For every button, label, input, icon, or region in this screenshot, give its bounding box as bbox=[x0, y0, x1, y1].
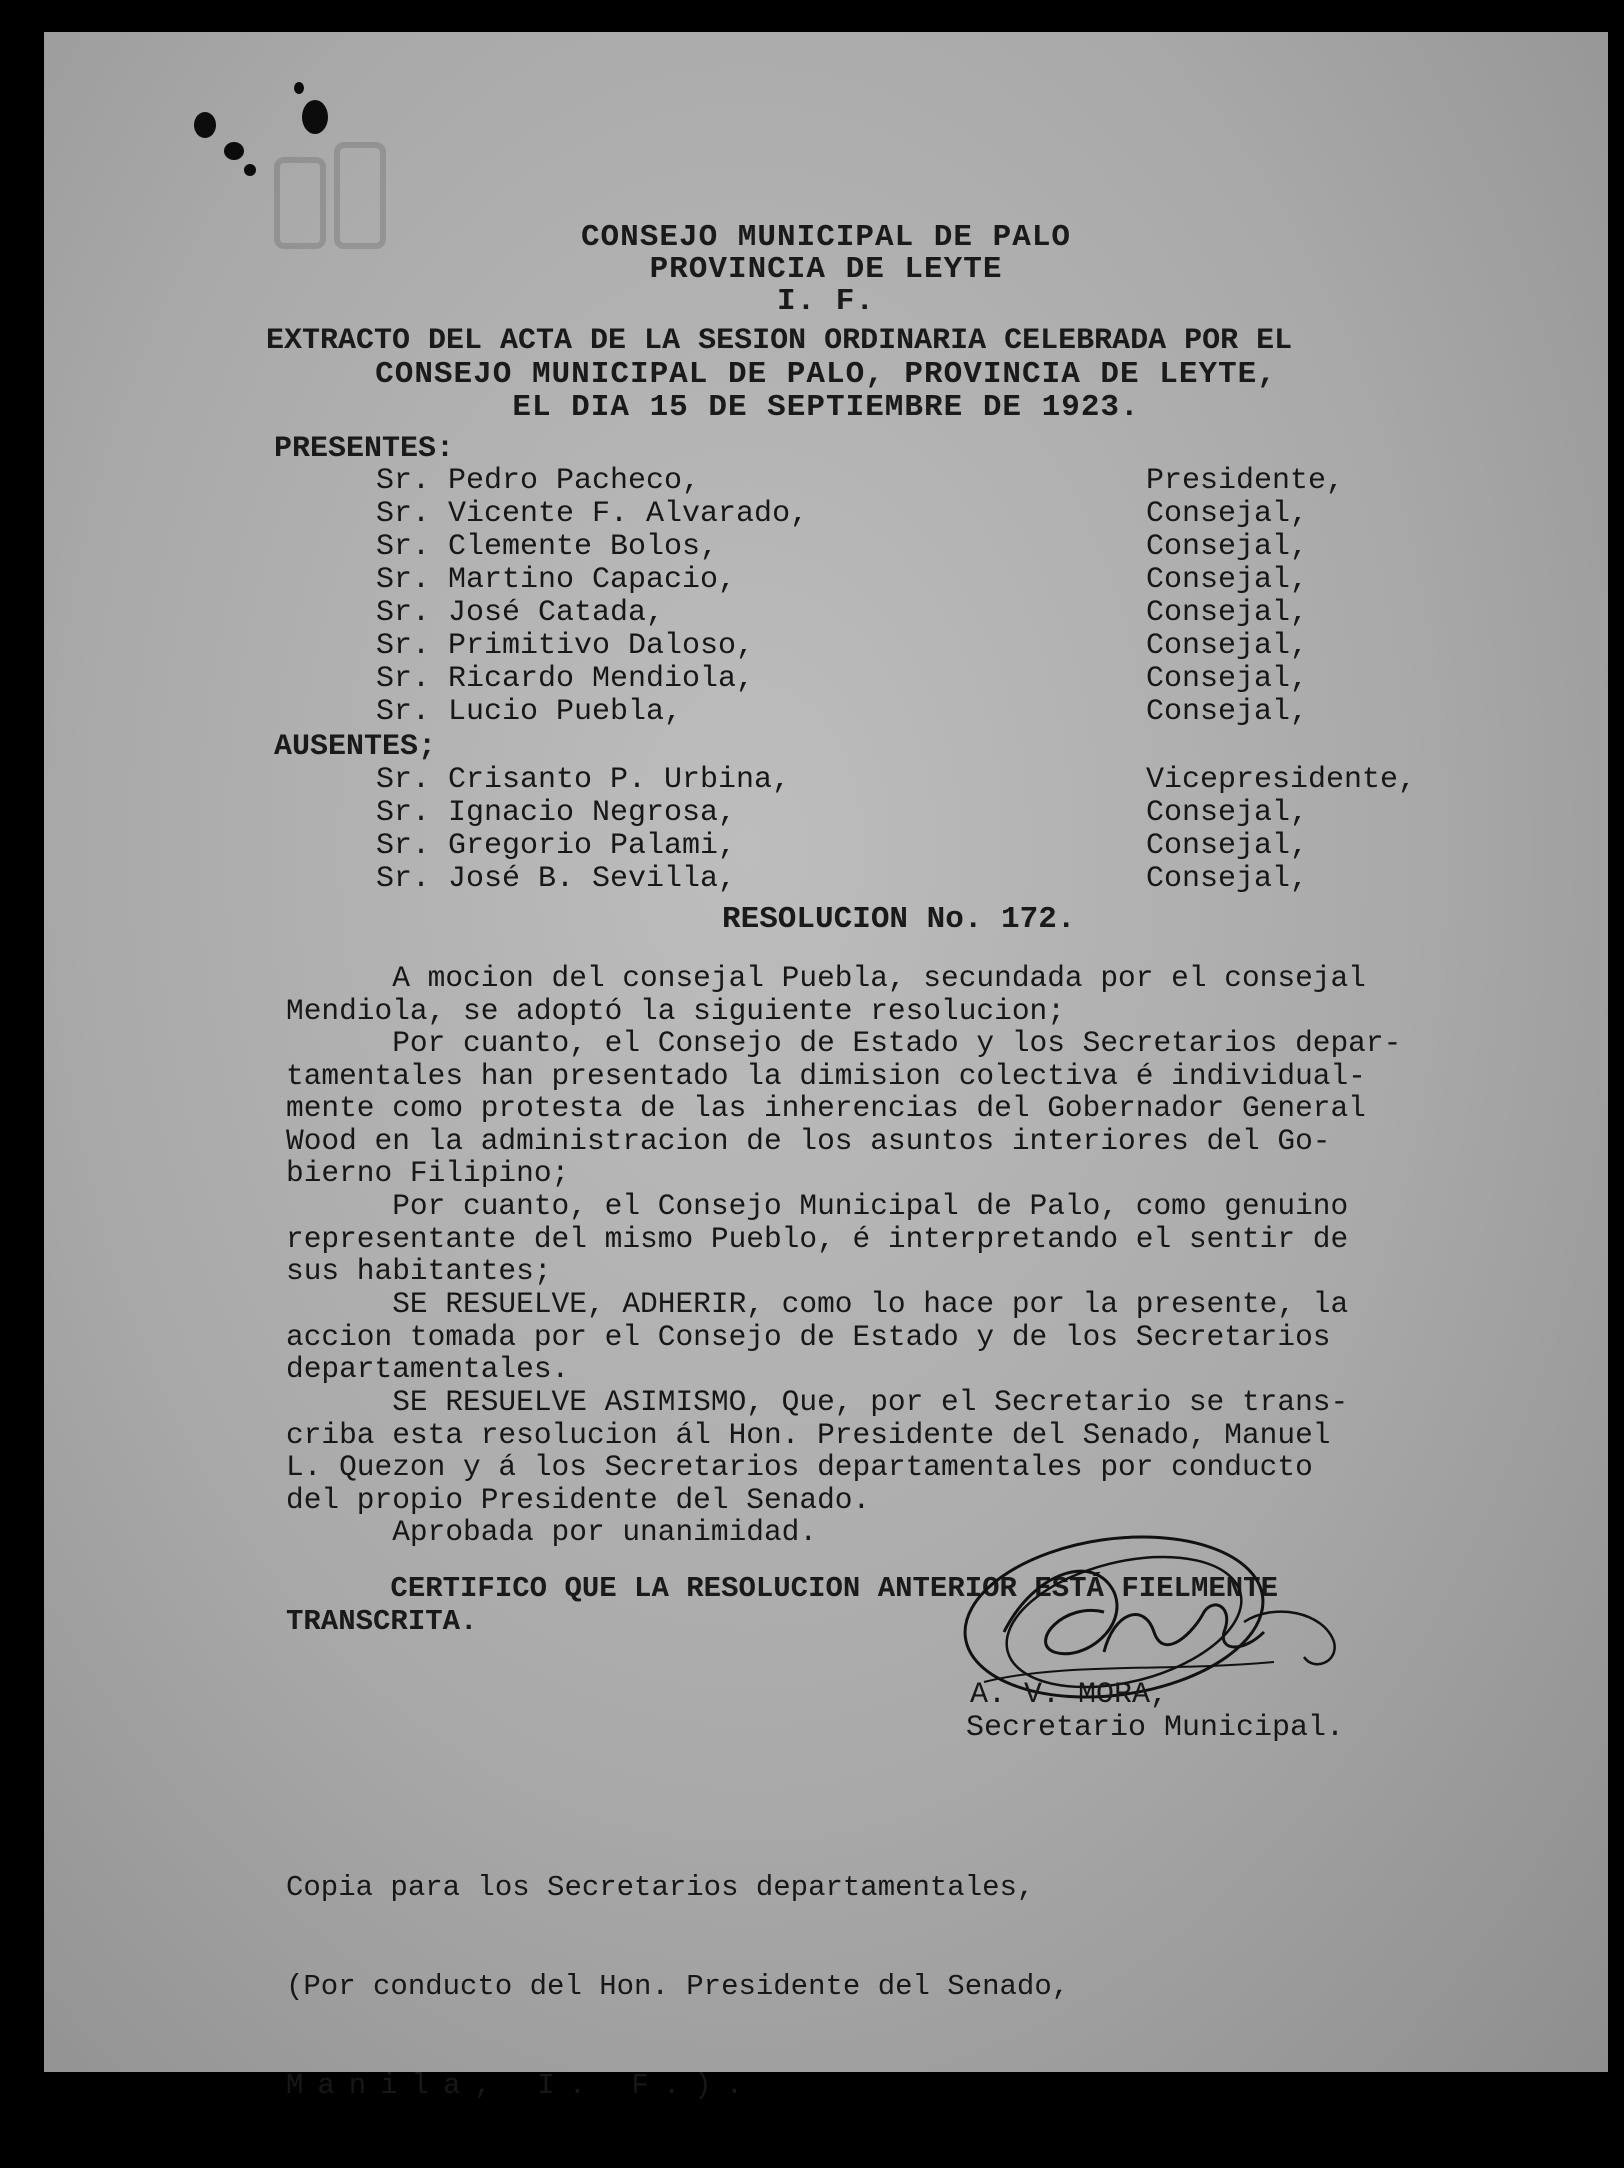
copy-line-2: (Por conducto del Hon. Presidente del Senado, bbox=[286, 1970, 1070, 2003]
resolution-paragraph-1: A mocion del consejal Puebla, secundada por el consejal Mendiola, se adoptó la siguiente resolucion; bbox=[286, 961, 1366, 1028]
header-line-3: I. F. bbox=[776, 284, 875, 319]
header-line-2: PROVINCIA DE LEYTE bbox=[649, 252, 1003, 287]
header-line-6: EL DIA 15 DE SEPTIEMBRE DE 1923. bbox=[512, 390, 1140, 425]
document-page bbox=[44, 32, 1608, 2102]
header-line-1: CONSEJO MUNICIPAL DE PALO bbox=[580, 220, 1072, 255]
ink-blot bbox=[244, 164, 256, 176]
member-name: Sr. José B. Sevilla, bbox=[376, 862, 737, 896]
member-name: Sr. Clemente Bolos, bbox=[376, 530, 719, 564]
member-role: Vicepresidente, bbox=[1146, 763, 1417, 797]
member-name: Sr. Vicente F. Alvarado, bbox=[376, 497, 809, 531]
ink-blot bbox=[194, 112, 216, 138]
certification-text: CERTIFICO QUE LA RESOLUCION ANTERIOR ESTÁ FIELMENTE TRANSCRITA. bbox=[286, 1572, 1278, 1638]
member-role: Consejal, bbox=[1146, 563, 1309, 597]
member-role: Consejal, bbox=[1146, 596, 1309, 630]
ausentes-label: AUSENTES; bbox=[274, 730, 437, 764]
member-name: Sr. Crisanto P. Urbina, bbox=[376, 763, 791, 797]
member-role: Consejal, bbox=[1146, 662, 1309, 696]
ink-blot bbox=[294, 82, 304, 94]
member-role: Consejal, bbox=[1146, 862, 1309, 896]
member-role: Consejal, bbox=[1146, 695, 1309, 729]
resolution-paragraph-4: SE RESUELVE, ADHERIR, como lo hace por la presente, la accion tomada por el Consejo de Estado y de los Secretarios departamentales. bbox=[286, 1287, 1349, 1386]
member-role: Consejal, bbox=[1146, 629, 1309, 663]
member-name: Sr. Ignacio Negrosa, bbox=[376, 796, 737, 830]
member-role: Consejal, bbox=[1146, 796, 1309, 830]
member-role: Consejal, bbox=[1146, 829, 1309, 863]
member-name: Sr. Primitivo Daloso, bbox=[376, 629, 755, 663]
presentes-label: PRESENTES: bbox=[274, 432, 455, 466]
resolution-paragraph-5: SE RESUELVE ASIMISMO, Que, por el Secretario se trans- criba esta resolucion ál Hon. Presidente del Senado, Manuel L. Quezon y á los Secretarios departamentales por conducto del propio Presidente del Senado. bbox=[286, 1385, 1349, 1517]
resolution-title: RESOLUCION No. 172. bbox=[722, 902, 1076, 937]
header-line-5: CONSEJO MUNICIPAL DE PALO, PROVINCIA DE LEYTE, bbox=[375, 357, 1277, 392]
member-name: Sr. Martino Capacio, bbox=[376, 563, 737, 597]
header-line-4: EXTRACTO DEL ACTA DE LA SESION ORDINARIA CELEBRADA POR EL bbox=[266, 324, 1293, 358]
resolution-paragraph-2: Por cuanto, el Consejo de Estado y los Secretarios depar- tamentales han presentado la dimision colectiva é individual- mente como protesta de las inherencias del Gobernador General Wood en la administracion de los asuntos interiores del Go- bierno Filipino; bbox=[286, 1026, 1402, 1190]
member-name: Sr. Lucio Puebla, bbox=[376, 695, 683, 729]
member-name: Sr. Ricardo Mendiola, bbox=[376, 662, 755, 696]
member-name: Sr. Gregorio Palami, bbox=[376, 829, 737, 863]
member-name: Sr. José Catada, bbox=[376, 596, 665, 630]
copy-distribution bbox=[286, 1805, 1386, 2168]
signatory-title: Secretario Municipal. bbox=[966, 1711, 1345, 1745]
member-role: Presidente, bbox=[1146, 464, 1345, 498]
copy-line-3: Manila, I. F.). bbox=[286, 2069, 758, 2102]
member-role: Consejal, bbox=[1146, 530, 1309, 564]
resolution-paragraph-3: Por cuanto, el Consejo Municipal de Palo, como genuino representante del mismo Pueblo, é interpretando el sentir de sus habitantes; bbox=[286, 1189, 1349, 1288]
ink-blot bbox=[224, 142, 244, 160]
resolution-paragraph-6: Aprobada por unanimidad. bbox=[286, 1515, 818, 1549]
member-role: Consejal, bbox=[1146, 497, 1309, 531]
signatory-name: A. V. MORA, bbox=[970, 1678, 1169, 1712]
ink-blot bbox=[302, 100, 328, 134]
member-name: Sr. Pedro Pacheco, bbox=[376, 464, 701, 498]
copy-line-1: Copia para los Secretarios departamentales, bbox=[286, 1871, 1035, 1904]
